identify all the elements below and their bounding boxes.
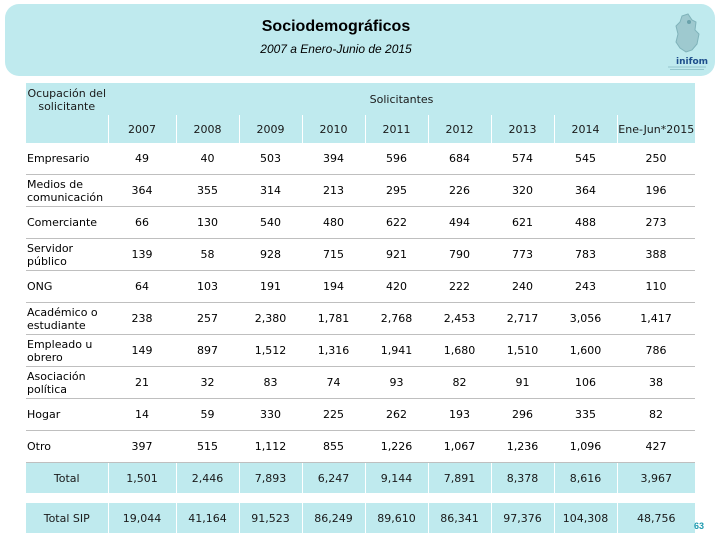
- year-header: Ene-Jun*2015: [617, 115, 695, 143]
- total-cell: 97,376: [491, 503, 554, 534]
- table-cell: 1,067: [428, 431, 491, 463]
- table-cell: 420: [365, 271, 428, 303]
- table-cell: 3,056: [554, 303, 617, 335]
- table-cell: 790: [428, 239, 491, 271]
- table-cell: 273: [617, 207, 695, 239]
- year-header: 2007: [108, 115, 176, 143]
- table-row: [26, 239, 695, 271]
- total-sip-row: [26, 503, 695, 534]
- table-cell: 320: [491, 175, 554, 207]
- table-row: [26, 335, 695, 367]
- table-cell: 21: [108, 367, 176, 399]
- table-cell: 14: [108, 399, 176, 431]
- total-cell: 104,308: [554, 503, 617, 534]
- total-cell: 6,247: [302, 463, 365, 494]
- table-cell: 2,768: [365, 303, 428, 335]
- table-cell: 545: [554, 143, 617, 175]
- table-cell: 596: [365, 143, 428, 175]
- total-cell: 1,501: [108, 463, 176, 494]
- table-cell: 40: [176, 143, 239, 175]
- table-cell: 110: [617, 271, 695, 303]
- total-cell: 8,378: [491, 463, 554, 494]
- table-cell: 58: [176, 239, 239, 271]
- year-header: 2014: [554, 115, 617, 143]
- table-cell: 330: [239, 399, 302, 431]
- page-title: Sociodemográficos: [261, 18, 411, 35]
- year-header-row: [26, 115, 695, 143]
- table-cell: 191: [239, 271, 302, 303]
- page-number: 63: [694, 521, 705, 531]
- table-cell: 66: [108, 207, 176, 239]
- table-cell: 1,112: [239, 431, 302, 463]
- table-cell: 1,680: [428, 335, 491, 367]
- institution-logo: [662, 12, 712, 72]
- table-cell: 1,941: [365, 335, 428, 367]
- table-cell: 222: [428, 271, 491, 303]
- table-cell: 335: [554, 399, 617, 431]
- row-label: Medios de comunicación: [26, 175, 108, 207]
- table-cell: 2,717: [491, 303, 554, 335]
- table-cell: 32: [176, 367, 239, 399]
- table-cell: 74: [302, 367, 365, 399]
- table-cell: 715: [302, 239, 365, 271]
- total-cell: 8,616: [554, 463, 617, 494]
- table-cell: 622: [365, 207, 428, 239]
- table-cell: 684: [428, 143, 491, 175]
- row-label: Empresario: [26, 143, 108, 175]
- row-label: Servidor público: [26, 239, 108, 271]
- table-cell: 494: [428, 207, 491, 239]
- table-cell: 783: [554, 239, 617, 271]
- table-cell: 364: [554, 175, 617, 207]
- table-cell: 1,512: [239, 335, 302, 367]
- applicants-occupation-table: [26, 83, 695, 534]
- table-cell: 364: [108, 175, 176, 207]
- table-cell: 1,236: [491, 431, 554, 463]
- table-cell: 897: [176, 335, 239, 367]
- year-header: 2010: [302, 115, 365, 143]
- row-separator: [26, 494, 695, 504]
- year-header: 2008: [176, 115, 239, 143]
- table-cell: 855: [302, 431, 365, 463]
- table-row: [26, 431, 695, 463]
- year-header: 2011: [365, 115, 428, 143]
- row-label: Hogar: [26, 399, 108, 431]
- table-cell: 225: [302, 399, 365, 431]
- total-cell: 7,893: [239, 463, 302, 494]
- table-cell: 2,453: [428, 303, 491, 335]
- table-row: [26, 303, 695, 335]
- year-header: 2009: [239, 115, 302, 143]
- total-cell: 41,164: [176, 503, 239, 534]
- table-cell: 243: [554, 271, 617, 303]
- total-cell: 7,891: [428, 463, 491, 494]
- row-label: Empleado u obrero: [26, 335, 108, 367]
- table-cell: 106: [554, 367, 617, 399]
- table-cell: 1,226: [365, 431, 428, 463]
- table-cell: 196: [617, 175, 695, 207]
- table-cell: 194: [302, 271, 365, 303]
- table-row: [26, 271, 695, 303]
- table-cell: 314: [239, 175, 302, 207]
- table-cell: 773: [491, 239, 554, 271]
- table-row: [26, 399, 695, 431]
- row-label: Asociación política: [26, 367, 108, 399]
- table-cell: 427: [617, 431, 695, 463]
- page-subtitle: 2007 a Enero-Junio de 2015: [260, 42, 412, 56]
- table-cell: 83: [239, 367, 302, 399]
- table-cell: 394: [302, 143, 365, 175]
- table-cell: 93: [365, 367, 428, 399]
- table-cell: 488: [554, 207, 617, 239]
- table-cell: 59: [176, 399, 239, 431]
- table-cell: 503: [239, 143, 302, 175]
- table-cell: 928: [239, 239, 302, 271]
- year-header: 2012: [428, 115, 491, 143]
- table-row: [26, 367, 695, 399]
- total-cell: 9,144: [365, 463, 428, 494]
- year-header: 2013: [491, 115, 554, 143]
- table-cell: 921: [365, 239, 428, 271]
- total-row-label: Total: [26, 463, 108, 494]
- row-label: Otro: [26, 431, 108, 463]
- table-cell: 355: [176, 175, 239, 207]
- group-header: Solicitantes: [108, 83, 695, 115]
- table-cell: 786: [617, 335, 695, 367]
- header-banner: [5, 4, 715, 76]
- total-sip-row-label: Total SIP: [26, 503, 108, 534]
- table-cell: 250: [617, 143, 695, 175]
- table-cell: 397: [108, 431, 176, 463]
- table-cell: 49: [108, 143, 176, 175]
- table-cell: 388: [617, 239, 695, 271]
- table-cell: 149: [108, 335, 176, 367]
- total-cell: 91,523: [239, 503, 302, 534]
- table-cell: 1,510: [491, 335, 554, 367]
- table-cell: 91: [491, 367, 554, 399]
- table-cell: 238: [108, 303, 176, 335]
- total-cell: 86,341: [428, 503, 491, 534]
- table-cell: 1,781: [302, 303, 365, 335]
- row-label: Académico o estudiante: [26, 303, 108, 335]
- logo-wordmark: inifom: [676, 57, 709, 67]
- total-cell: 48,756: [617, 503, 695, 534]
- table-cell: 1,316: [302, 335, 365, 367]
- table-row: [26, 175, 695, 207]
- table-row: [26, 143, 695, 175]
- table-cell: 226: [428, 175, 491, 207]
- total-cell: 3,967: [617, 463, 695, 494]
- total-cell: 86,249: [302, 503, 365, 534]
- table-cell: 257: [176, 303, 239, 335]
- table-row: [26, 207, 695, 239]
- table-cell: 2,380: [239, 303, 302, 335]
- table-cell: 139: [108, 239, 176, 271]
- table-cell: 213: [302, 175, 365, 207]
- total-cell: 2,446: [176, 463, 239, 494]
- table-cell: 515: [176, 431, 239, 463]
- row-label: ONG: [26, 271, 108, 303]
- table-cell: 262: [365, 399, 428, 431]
- total-cell: 19,044: [108, 503, 176, 534]
- table-cell: 540: [239, 207, 302, 239]
- table-cell: 193: [428, 399, 491, 431]
- table-cell: 1,600: [554, 335, 617, 367]
- table-cell: 1,417: [617, 303, 695, 335]
- table-cell: 82: [617, 399, 695, 431]
- corner-header: Ocupación del solicitante: [26, 83, 108, 143]
- table-cell: 1,096: [554, 431, 617, 463]
- table-cell: 38: [617, 367, 695, 399]
- table-cell: 296: [491, 399, 554, 431]
- table-cell: 130: [176, 207, 239, 239]
- total-row: [26, 463, 695, 494]
- row-label: Comerciante: [26, 207, 108, 239]
- table-cell: 480: [302, 207, 365, 239]
- table-cell: 103: [176, 271, 239, 303]
- table-cell: 295: [365, 175, 428, 207]
- separator-cell: [26, 494, 695, 504]
- table-cell: 240: [491, 271, 554, 303]
- table-cell: 621: [491, 207, 554, 239]
- table-cell: 64: [108, 271, 176, 303]
- total-cell: 89,610: [365, 503, 428, 534]
- table-cell: 82: [428, 367, 491, 399]
- table-cell: 574: [491, 143, 554, 175]
